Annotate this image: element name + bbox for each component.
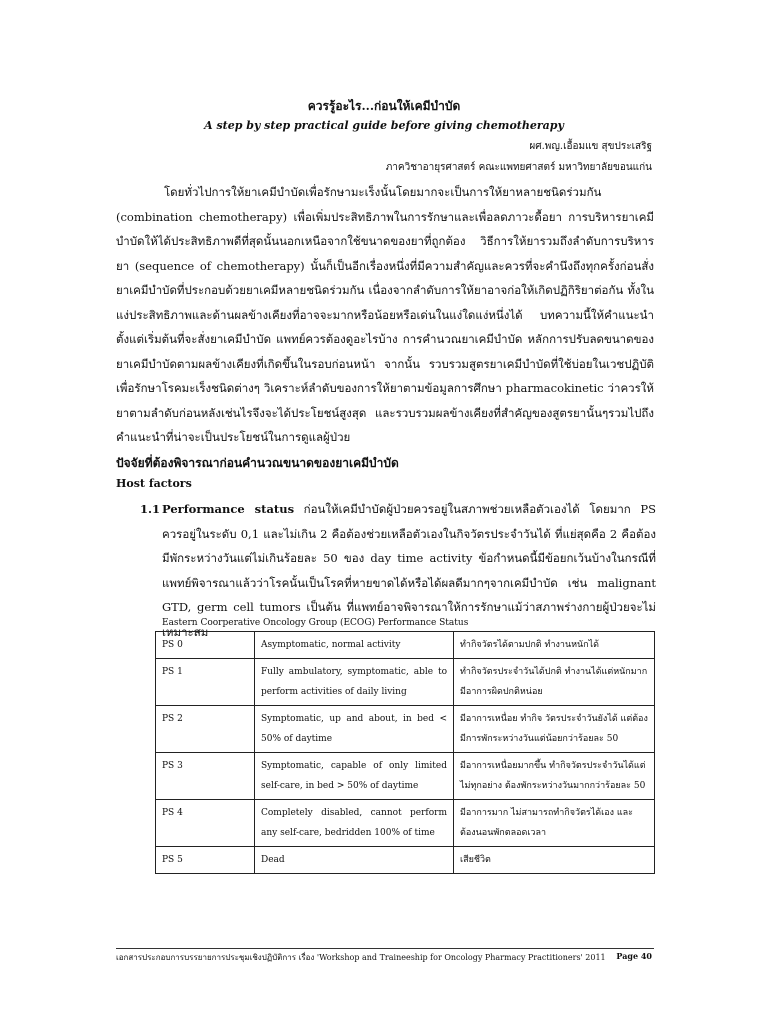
table-cell-english: Symptomatic, capable of only limited self-care, in bed > 50% of daytime (255, 753, 454, 800)
footer-text: เอกสารประกอบการบรรยายการประชุมเชิงปฏิบัติการ เรื่อง 'Workshop and Traineeship for Oncology Pharmacy Practitioners' 2011 (116, 953, 606, 962)
table-cell-ps: PS 0 (156, 632, 255, 659)
document-subtitle: A step by step practical guide before giving chemotherapy (204, 119, 564, 132)
ecog-table (155, 631, 655, 874)
table-cell-thai: ทำกิจวัตรประจำวันได้ปกติ ทำงานได้แต่หนักมาก มีอาการผิดปกติหน่อย (454, 659, 655, 706)
table-caption: Eastern Coorperative Oncology Group (ECOG) Performance Status (162, 618, 469, 628)
list-item-text: ก่อนให้เคมีบำบัดผู้ป่วยควรอยู่ในสภาพช่วยเหลือตัวเองได้ โดยมาก PS ควรอยู่ในระดับ 0,1 และไม่เกิน 2 คือต้องช่วยเหลือตัวเองในกิจวัตรประจำวันได้ ที่แย่สุดคือ 2 คือต้องมีพักระหว่างวันแต่ไม่เกินร้อยละ 50 ของ day time activity ข้อกำหนดนี้มีข้อยกเว้นบ้างในกรณีที่แพทย์พิจารณาแล้วว่าโรคนั้นเป็นโรคที่หายขาดได้หรือได้ผลดีมากๆจากเคมีบำบัด เช่น malignant GTD, germ cell tumors เป็นต้น ที่แพทย์อาจพิจารณาให้การรักษาแม้ว่าสภาพร่างกายผู้ป่วยจะไม่เหมาะสม (162, 502, 656, 639)
table-cell-english: Asymptomatic, normal activity (255, 632, 454, 659)
table-cell-english: Fully ambulatory, symptomatic, able to perform activities of daily living (255, 659, 454, 706)
table-cell-thai: มีอาการมาก ไม่สามารถทำกิจวัตรได้เอง และต้องนอนพักตลอดเวลา (454, 800, 655, 847)
table-cell-ps: PS 3 (156, 753, 255, 800)
table-cell-thai: มีอาการเหนื่อย ทำกิจ วัตรประจำวันยังได้ แต่ต้องมีการพักระหว่างวันแต่น้อยกว่าร้อยละ 50 (454, 706, 655, 753)
table-row (156, 800, 655, 847)
table-cell-ps: PS 4 (156, 800, 255, 847)
section-heading: ปัจจัยที่ต้องพิจารณาก่อนคำนวณขนาดของยาเคมีบำบัด (116, 456, 399, 470)
table-row (156, 753, 655, 800)
table-row (156, 632, 655, 659)
table-cell-english: Symptomatic, up and about, in bed < 50% of daytime (255, 706, 454, 753)
author-name: ผศ.พญ.เอื้อมแข สุขประเสริฐ (529, 141, 652, 152)
page-number: Page 40 (616, 951, 652, 961)
table-cell-thai: มีอาการเหนื่อยมากขึ้น ทำกิจวัตรประจำวันได้แต่ไม่ทุกอย่าง ต้องพักระหว่างวันมากกว่าร้อยละ 50 (454, 753, 655, 800)
intro-paragraph-text: โดยทั่วไปการให้ยาเคมีบำบัดเพื่อรักษามะเร็งนั้นโดยมากจะเป็นการให้ยาหลายชนิดร่วมกัน (combination chemotherapy) เพื่อเพิ่มประสิทธิภาพในการรักษาและเพื่อลดภาวะดื้อยา การบริหารยาเคมีบำบัดให้ได้ประสิทธิภาพดีที่สุดนั้นนอกเหนือจากใช้ขนาดของยาที่ถูกต้อง วิธีการให้ยารวมถึงลำดับการบริหารยา (sequence of chemotherapy) นั้นก็เป็นอีกเรื่องหนึ่งที่มีความสำคัญและควรที่จะคำนึงถึงทุกครั้งก่อนสั่งยาเคมีบำบัดที่ประกอบด้วยยาเคมีหลายชนิดร่วมกัน เนื่องจากลำดับการให้ยาอาจก่อให้เกิดปฏิกิริยาต่อกัน ทั้งในแง่ประสิทธิภาพและด้านผลข้างเคียงที่อาจจะมากหรือน้อยหรือเด่นในแง่ใดแง่หนึ่งได้ บทความนี้ให้คำแนะนำตั้งแต่เริ่มต้นที่จะสั่งยาเคมีบำบัด แพทย์ควรต้องดูอะไรบ้าง การคำนวณยาเคมีบำบัด หลักการปรับลดขนาดของยาเคมีบำบัดตามผลข้างเคียงที่เกิดขึ้นในรอบก่อนหน้า จากนั้น รวบรวมสูตรยาเคมีบำบัดที่ใช้บ่อยในเวชปฏิบัติเพื่อรักษาโรคมะเร็งชนิดต่างๆ วิเคราะห์ลำดับของการให้ยาตามข้อมูลการศึกษา pharmacokinetic ว่าควรให้ยาตามลำดับก่อนหลังเช่นไรจึงจะได้ประโยชน์สูงสุด และรวบรวมผลข้างเคียงที่สำคัญของสูตรยานั้นๆรวมไปถึงคำแนะนำที่น่าจะเป็นประโยชน์ในการดูแลผู้ป่วย (116, 185, 654, 444)
table-row (156, 659, 655, 706)
table-row (156, 847, 655, 874)
document-title: ควรรู้อะไร...ก่อนให้เคมีบำบัด (307, 99, 461, 113)
table-cell-thai: เสียชีวิต (454, 847, 655, 874)
table-cell-english: Dead (255, 847, 454, 874)
subsection-heading: Host factors (116, 477, 192, 490)
table-cell-english: Completely disabled, cannot perform any self-care, bedridden 100% of time (255, 800, 454, 847)
table-row (156, 706, 655, 753)
footer-divider (116, 948, 654, 949)
table-cell-thai: ทำกิจวัตรได้ตามปกติ ทำงานหนักได้ (454, 632, 655, 659)
list-item-lead: Performance status (162, 502, 295, 516)
table-cell-ps: PS 1 (156, 659, 255, 706)
intro-paragraph (116, 180, 654, 450)
list-item-number: 1.1 (140, 502, 161, 516)
table-cell-ps: PS 5 (156, 847, 255, 874)
table-cell-ps: PS 2 (156, 706, 255, 753)
author-affiliation: ภาควิชาอายุรศาสตร์ คณะแพทยศาสตร์ มหาวิทยาลัยขอนแก่น (385, 162, 652, 173)
